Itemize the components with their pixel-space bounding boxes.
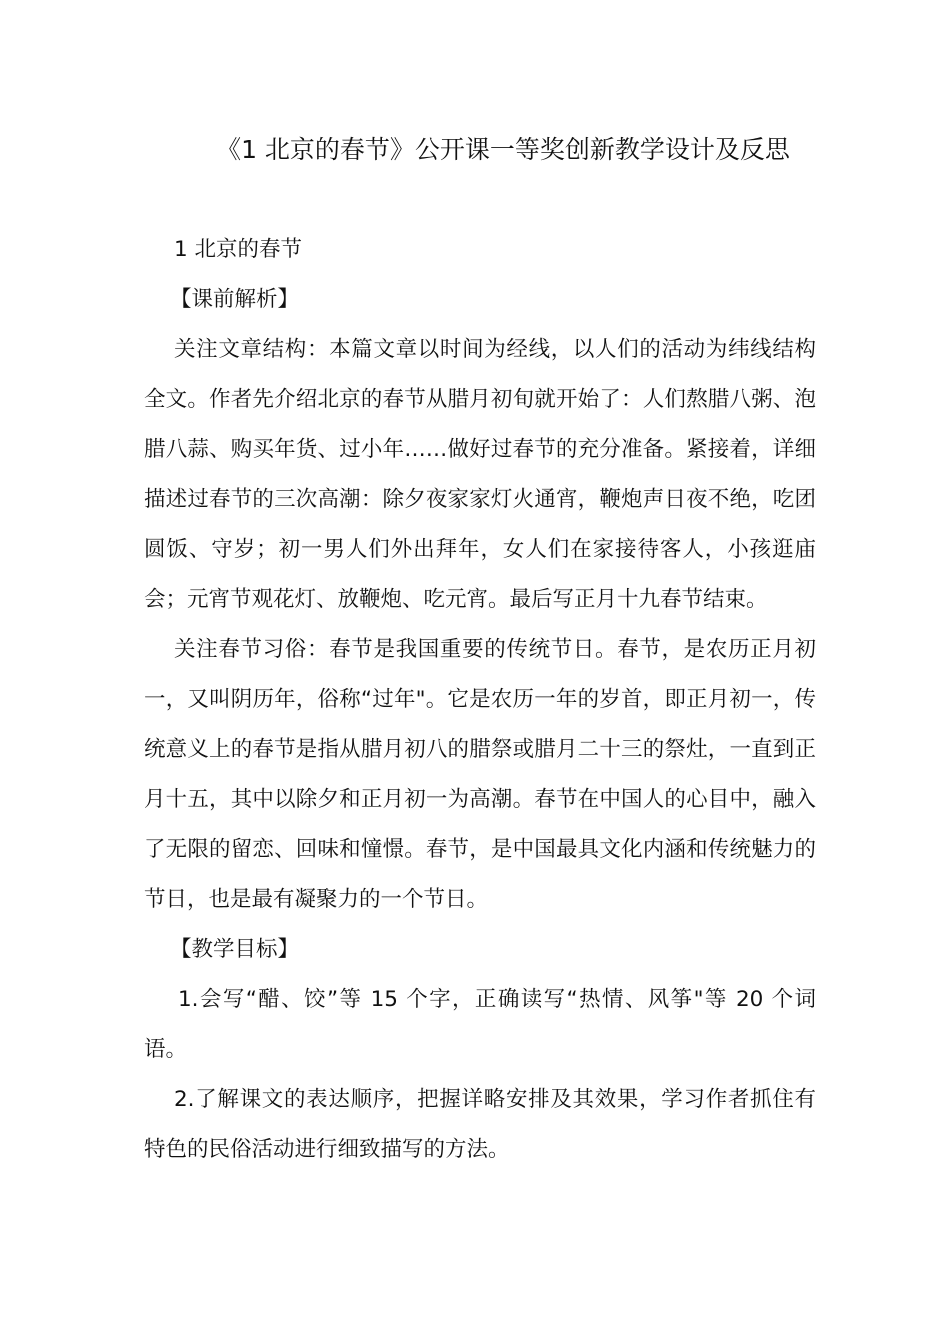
section-heading-goals: 【教学目标】 (170, 937, 300, 962)
document-body (144, 225, 816, 1175)
paragraph-structure: 关注文章结构：本篇文章以时间为经线，以人们的活动为纬线结构全文。作者先介绍北京的春节从腊月初旬就开始了：人们熬腊八粥、泡腊八蒜、购买年货、过小年……做好过春节的充分准备。紧接着，详细描述过春节的三次高潮：除夕夜家家灯火通宵，鞭炮声日夜不绝，吃团圆饭、守岁；初一男人们外出拜年，女人们在家接待客人，小孩逛庙会；元宵节观花灯、放鞭炮、吃元宵。最后写正月十九春节结束。 (144, 337, 816, 612)
paragraph-customs: 关注春节习俗：春节是我国重要的传统节日。春节，是农历正月初一，又叫阴历年，俗称“过年"。它是农历一年的岁首，即正月初一，传统意义上的春节是指从腊月初八的腊祭或腊月二十三的祭灶，一直到正月十五，其中以除夕和正月初一为高潮。春节在中国人的心目中，融入了无限的留恋、回味和憧憬。春节，是中国最具文化内涵和传统魅力的节日，也是最有凝聚力的一个节日。 (144, 637, 816, 912)
goal-item-1: 1.会写“醋、饺”等 15 个字，正确读写“热情、风筝"等 20 个词语。 (144, 987, 816, 1062)
goal-item-2: 2.了解课文的表达顺序，把握详略安排及其效果，学习作者抓住有特色的民俗活动进行细致描写的方法。 (144, 1087, 816, 1162)
section-heading-preclass: 【课前解析】 (170, 287, 300, 312)
lesson-heading: 1 北京的春节 (174, 237, 303, 262)
document-title: 《1 北京的春节》公开课一等奖创新教学设计及反思 (216, 135, 790, 164)
